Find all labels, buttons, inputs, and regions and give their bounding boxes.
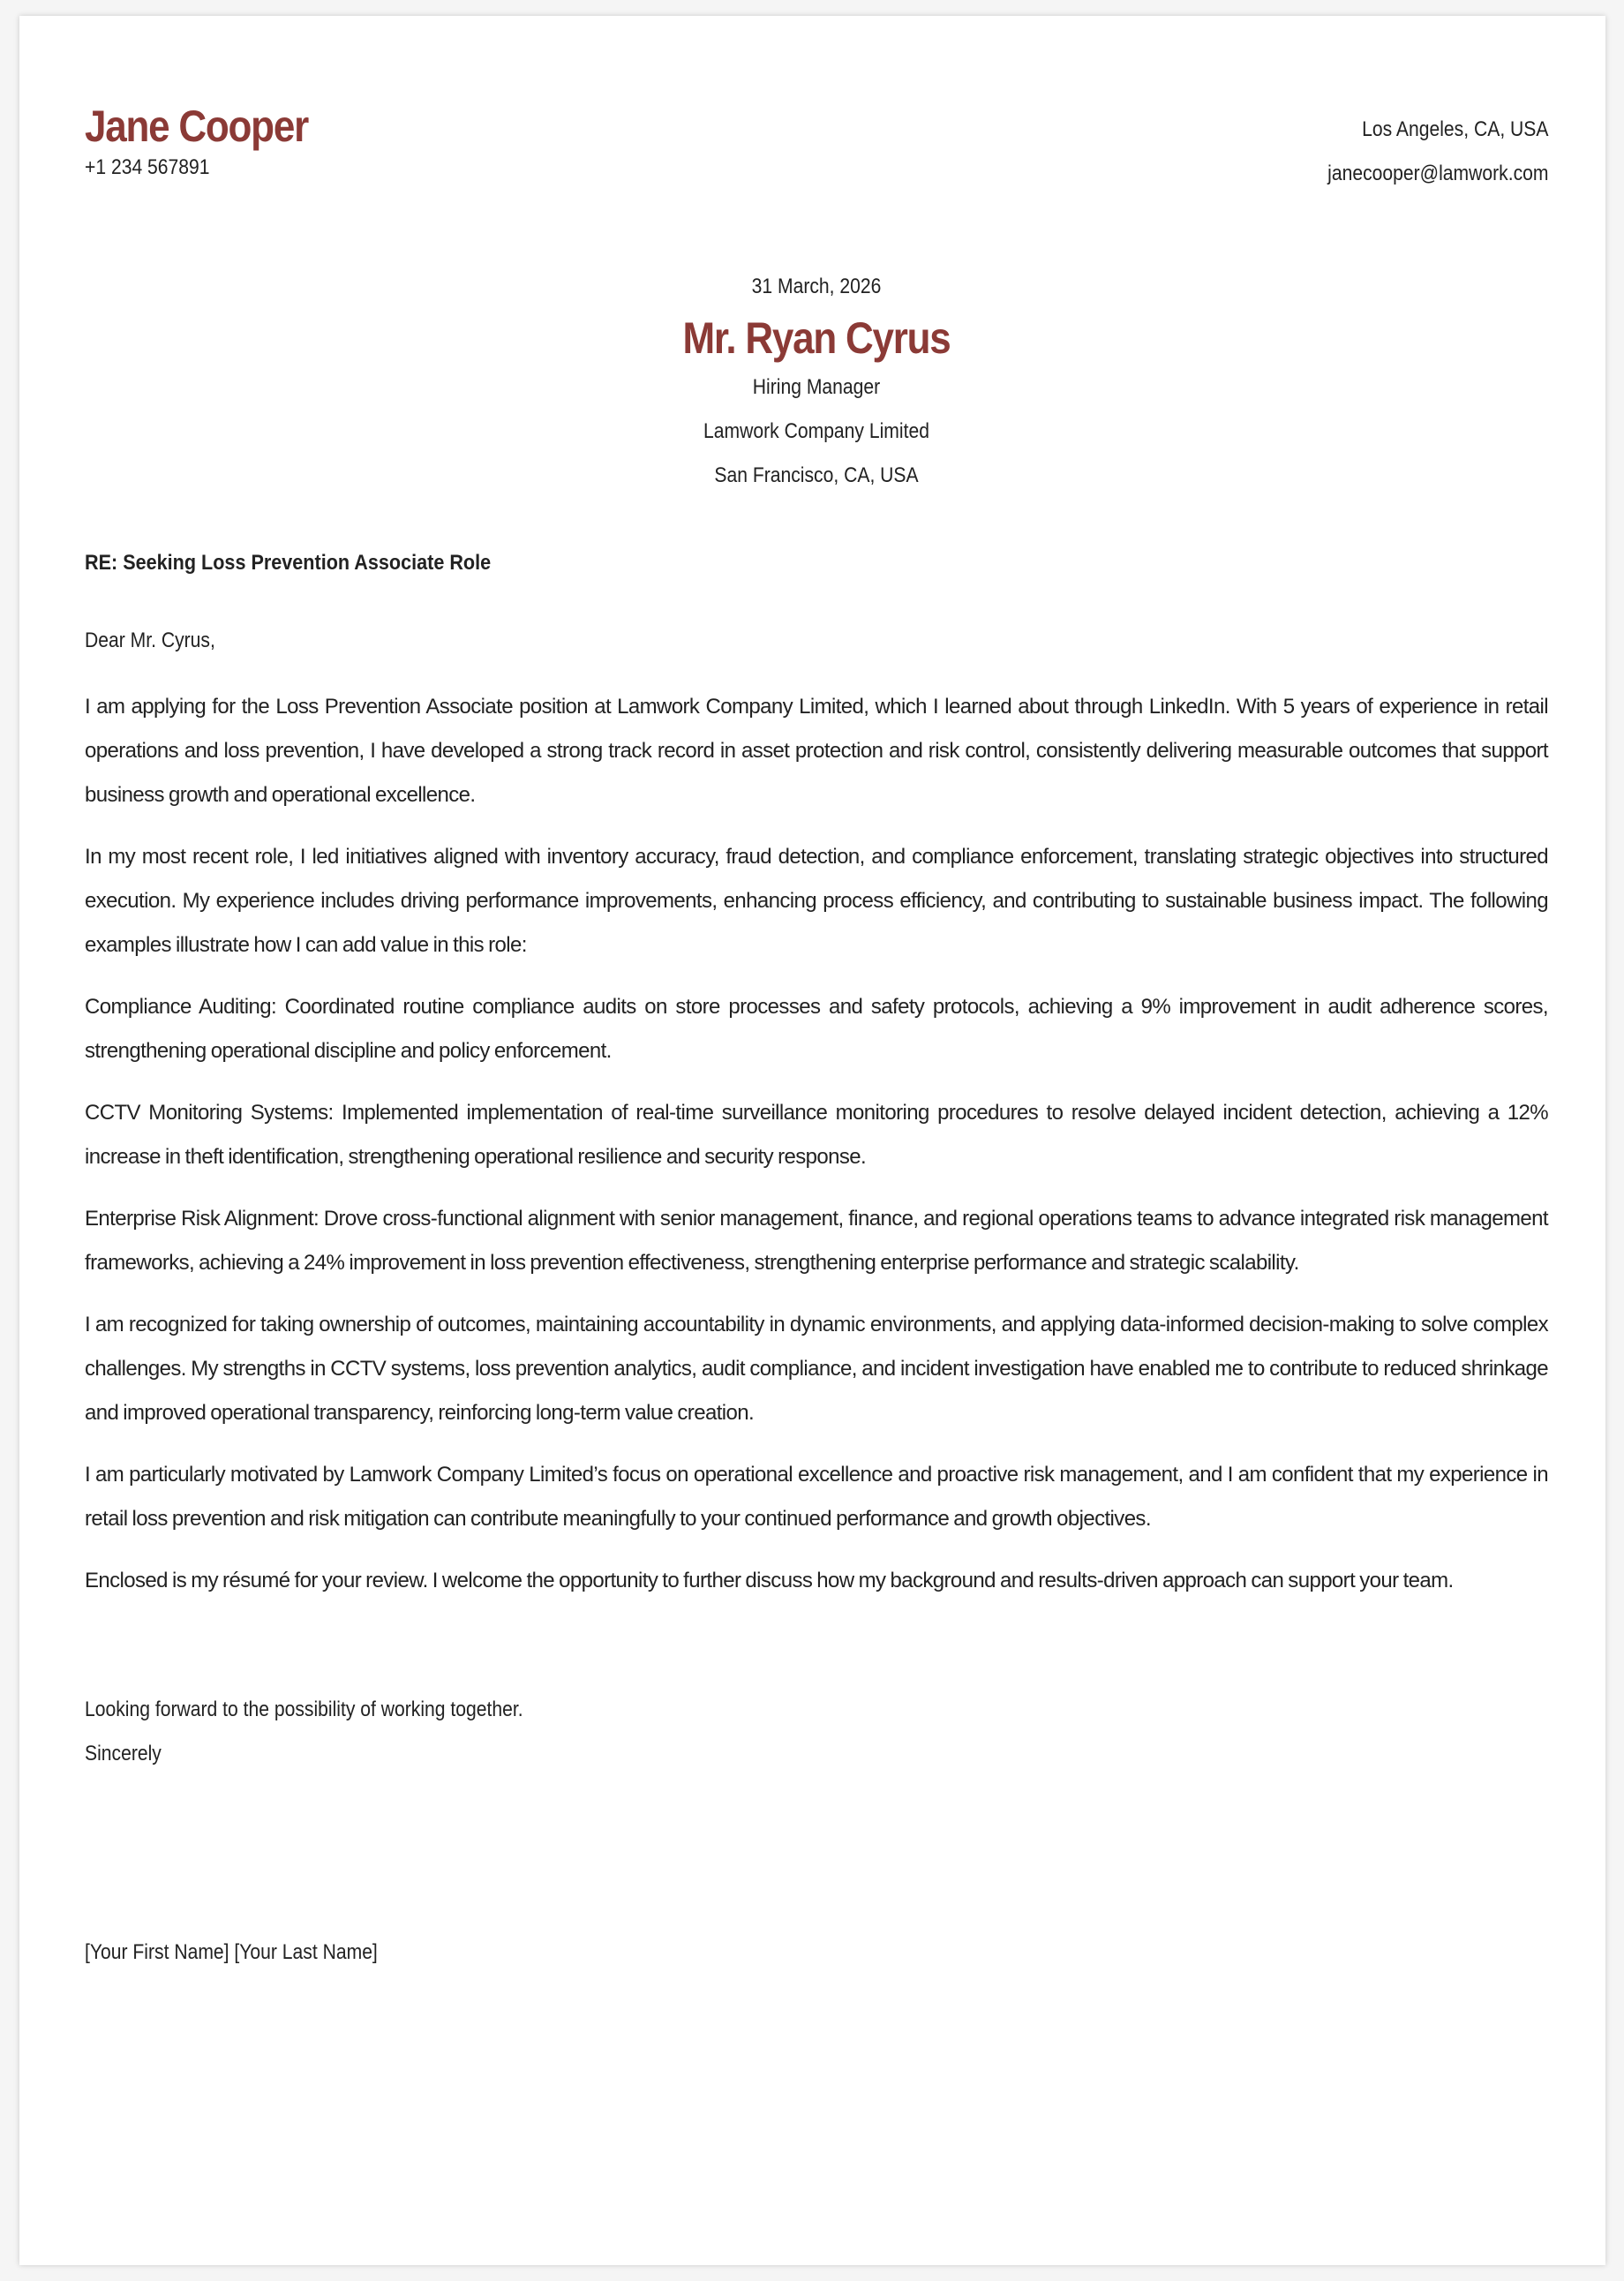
closing-block — [85, 1688, 1548, 1776]
sender-name: Jane Cooper — [85, 102, 308, 151]
body-paragraph-8: Enclosed is my résumé for your review. I welcome the opportunity to further discuss how my background and results-driven approach can support your team. — [85, 1569, 1454, 1592]
recipient-name: Mr. Ryan Cyrus — [682, 313, 951, 363]
sender-location: Los Angeles, CA, USA — [1361, 117, 1548, 141]
body-paragraph-6: I am recognized for taking ownership of outcomes, maintaining accountability in dynamic environments, and applying data-informed decision-making to solve complex challenges. My strengths in CCTV systems, loss prevention analytics, audit compliance, and incident investigation have enabled me to contribute to reduced shrinkage and improved operational transparency, reinforcing long-term value creation. — [85, 1313, 1548, 1425]
closing-signoff: Sincerely — [85, 1742, 162, 1765]
letter-content — [85, 87, 1548, 1965]
recipient-title: Hiring Manager — [752, 375, 881, 399]
closing-line: Looking forward to the possibility of working together. — [85, 1698, 523, 1721]
body-paragraph-1: I am applying for the Loss Prevention Associate position at Lamwork Company Limited, which I learned about through LinkedIn. With 5 years of experience in retail operations and loss prevention, I have developed a strong track record in asset protection and risk control, consistently delivering measurable outcomes that support business growth and operational excellence. — [85, 695, 1548, 807]
body-paragraph-3: Compliance Auditing: Coordinated routine compliance audits on store processes and safety protocols, achieving a 9% improvement in audit adherence scores, strengthening operational discipline and policy enforcement. — [85, 995, 1548, 1063]
salutation: Dear Mr. Cyrus, — [85, 629, 215, 652]
recipient-block — [85, 265, 1548, 498]
sender-email: janecooper@lamwork.com — [1327, 162, 1548, 185]
letter-date: 31 March, 2026 — [751, 275, 882, 298]
body-paragraph-5: Enterprise Risk Alignment: Drove cross-functional alignment with senior management, finance, and regional operations teams to advance integrated risk management frameworks, achieving a 24% improvement in loss prevention effectiveness, strengthening enterprise performance and strategic scalability. — [85, 1207, 1548, 1275]
recipient-company: Lamwork Company Limited — [703, 419, 929, 443]
body-paragraph-4: CCTV Monitoring Systems: Implemented implementation of real-time surveillance monitoring procedures to resolve delayed incident detection, achieving a 12% increase in theft identification, strengthening operational resilience and security response. — [85, 1101, 1548, 1169]
sender-header — [85, 87, 1548, 219]
letter-page — [19, 16, 1605, 2265]
body-paragraph-7: I am particularly motivated by Lamwork Company Limited’s focus on operational excellence and proactive risk management, and I am confident that my experience in retail loss prevention and risk mitigation can contribute meaningfully to your continued performance and growth objectives. — [85, 1463, 1548, 1531]
subject-line: RE: Seeking Loss Prevention Associate Role — [85, 551, 492, 575]
sender-right-block — [1297, 108, 1548, 196]
sender-left-block — [85, 87, 703, 180]
signature-name: [Your First Name] [Your Last Name] — [85, 1940, 378, 1964]
body-paragraph-2: In my most recent role, I led initiatives aligned with inventory accuracy, fraud detection, and compliance enforcement, translating strategic objectives into structured execution. My experience includes driving performance improvements, enhancing process efficiency, and contributing to sustainable business impact. The following examples illustrate how I can add value in this role: — [85, 845, 1548, 957]
recipient-location: San Francisco, CA, USA — [714, 463, 919, 487]
sender-phone: +1 234 567891 — [85, 155, 210, 179]
